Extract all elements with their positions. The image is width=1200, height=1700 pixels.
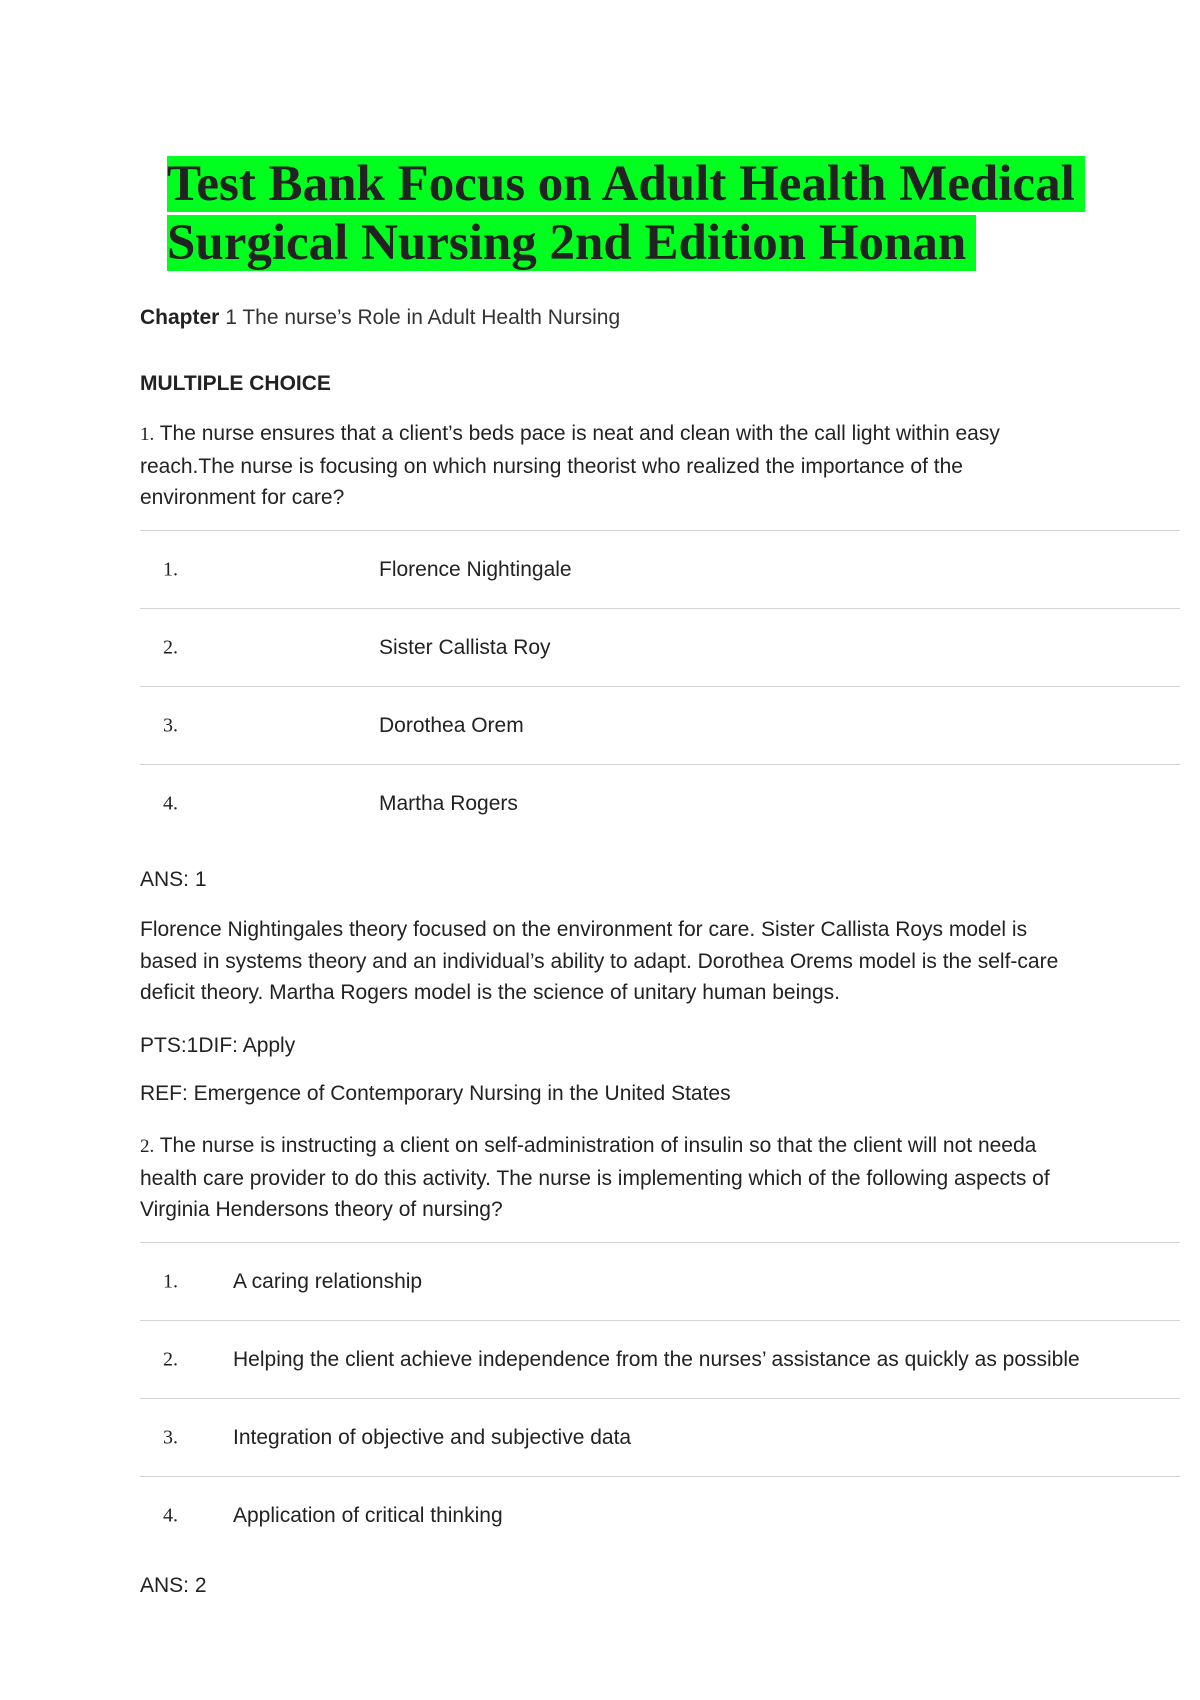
question-2-options — [140, 1242, 1180, 1554]
option-row — [140, 1243, 1180, 1321]
option-text: Florence Nightingale — [379, 557, 572, 581]
question-2-number: 2. — [140, 1136, 155, 1157]
option-number: 3. — [163, 1426, 178, 1448]
question-2-answer: ANS: 2 — [140, 1574, 207, 1597]
option-number: 2. — [163, 1348, 178, 1370]
option-row — [140, 1477, 1180, 1554]
option-text: A caring relationship — [233, 1269, 423, 1293]
option-text: Application of critical thinking — [233, 1503, 503, 1527]
option-row — [140, 531, 1180, 609]
chapter-heading — [140, 306, 620, 330]
question-1-text: The nurse ensures that a client’s beds pace is neat and clean with the call light within easy reach.The nurse is focusing on which nursing theorist who realized the importance of the environment for care? — [140, 422, 1000, 509]
option-number: 3. — [163, 714, 178, 736]
question-1-reference: REF: Emergence of Contemporary Nursing in the United States — [140, 1082, 731, 1105]
option-text: Sister Callista Roy — [379, 635, 551, 659]
option-row — [140, 609, 1180, 687]
question-1-points: PTS:1DIF: Apply — [140, 1034, 296, 1057]
option-number: 4. — [163, 1504, 178, 1526]
section-heading: MULTIPLE CHOICE — [140, 372, 331, 395]
option-number: 1. — [163, 1270, 178, 1292]
question-1-number: 1. — [140, 424, 155, 445]
question-1-options — [140, 530, 1180, 842]
option-text: Dorothea Orem — [379, 713, 524, 737]
chapter-text: 1 The nurse’s Role in Adult Health Nursing — [225, 306, 621, 329]
question-2-stem — [140, 1130, 1060, 1226]
option-row — [140, 1399, 1180, 1477]
question-2-text: The nurse is instructing a client on self-administration of insulin so that the client will not needa health care provider to do this activity. The nurse is implementing which of the following aspects of Virginia Hendersons theory of nursing? — [140, 1134, 1050, 1221]
title-highlight: Test Bank Focus on Adult Health Medical Surgical Nursing 2nd Edition Honan — [167, 156, 1085, 271]
option-row — [140, 687, 1180, 765]
option-number: 1. — [163, 558, 178, 580]
document-title — [167, 155, 1187, 273]
option-text: Integration of objective and subjective data — [233, 1425, 632, 1449]
question-1-answer: ANS: 1 — [140, 868, 207, 891]
chapter-label: Chapter — [140, 306, 220, 329]
option-number: 4. — [163, 792, 178, 814]
option-text: Martha Rogers — [379, 791, 518, 815]
option-row — [140, 1321, 1180, 1399]
question-1-stem — [140, 418, 1060, 514]
question-1-rationale: Florence Nightingales theory focused on the environment for care. Sister Callista Roys model is based in systems theory and an individual’s ability to adapt. Dorothea Orems model is the self-care deficit theory. Martha Rogers model is the science of unitary human beings. — [140, 918, 1059, 1004]
option-row — [140, 765, 1180, 842]
option-text: Helping the client achieve independence from the nurses’ assistance as quickly as possible — [233, 1347, 1080, 1371]
option-number: 2. — [163, 636, 178, 658]
